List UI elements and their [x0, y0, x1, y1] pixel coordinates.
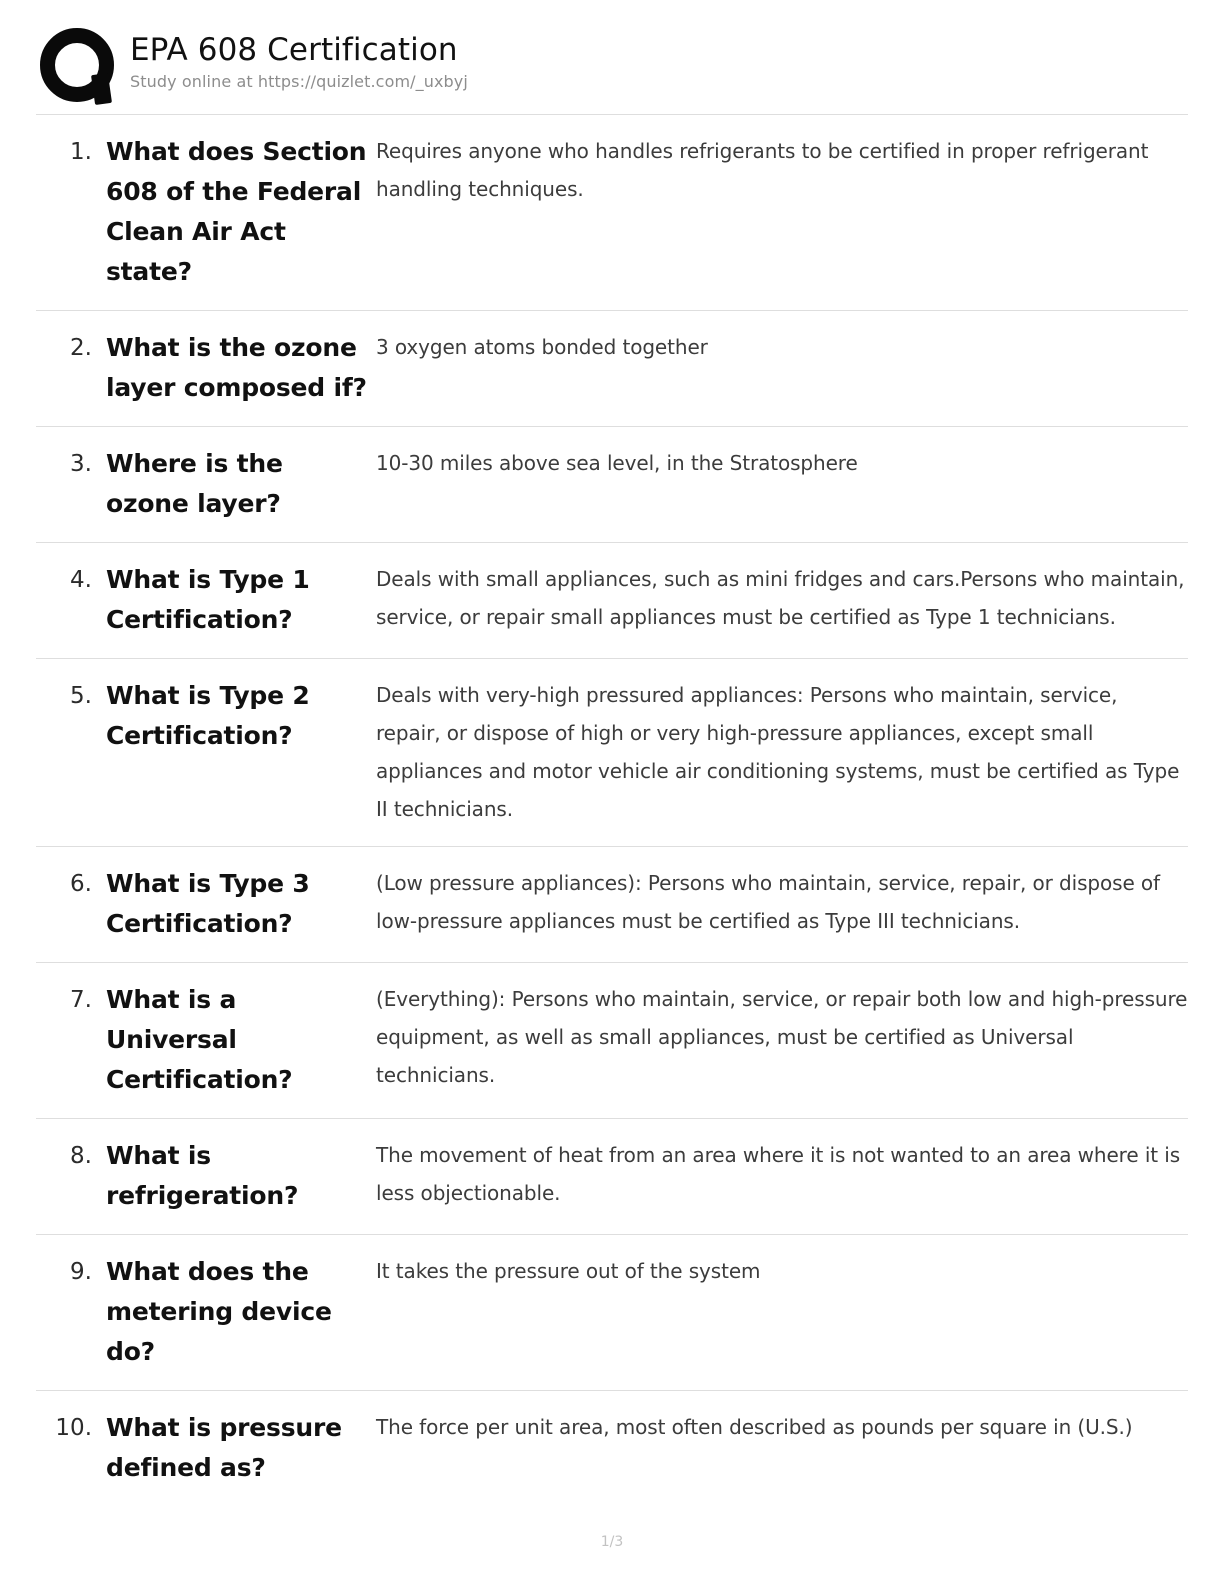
table-row — [36, 1390, 1188, 1506]
table-row — [36, 1118, 1188, 1234]
table-row — [36, 426, 1188, 542]
row-number: 7. — [70, 987, 92, 1013]
row-definition: (Everything): Persons who maintain, service, or repair both low and high-pressure equipment, as well as small appliances, must be certified as Universal technicians. — [376, 987, 1188, 1087]
row-number: 4. — [70, 567, 92, 593]
row-number: 6. — [70, 871, 92, 897]
row-term: What is a Universal Certification? — [106, 985, 293, 1094]
row-term: What is Type 3 Certification? — [106, 869, 310, 938]
table-row — [36, 658, 1188, 846]
table-row — [36, 310, 1188, 426]
row-definition: 10-30 miles above sea level, in the Stratosphere — [376, 451, 858, 475]
row-definition: 3 oxygen atoms bonded together — [376, 335, 708, 359]
table-row — [36, 114, 1188, 310]
header-text-block — [130, 26, 468, 93]
table-row — [36, 962, 1188, 1118]
row-term: What is refrigeration? — [106, 1141, 299, 1210]
row-term: What is pressure defined as? — [106, 1413, 342, 1482]
row-number: 2. — [70, 335, 92, 361]
quizlet-q-logo-icon — [40, 28, 114, 102]
row-definition: (Low pressure appliances): Persons who maintain, service, repair, or dispose of low-pressure appliances must be certified as Type III technicians. — [376, 871, 1160, 933]
term-definition-list — [36, 114, 1188, 1506]
row-term: What is the ozone layer composed if? — [106, 333, 367, 402]
row-number: 1. — [70, 139, 92, 165]
page-title: EPA 608 Certification — [130, 32, 458, 68]
row-definition: Deals with small appliances, such as mini fridges and cars.Persons who maintain, service, or repair small appliances must be certified as Type 1 technicians. — [376, 567, 1185, 629]
table-row — [36, 1234, 1188, 1390]
row-number: 3. — [70, 451, 92, 477]
row-term: What is Type 1 Certification? — [106, 565, 310, 634]
row-number: 9. — [70, 1259, 92, 1285]
row-term: Where is the ozone layer? — [106, 449, 283, 518]
table-row — [36, 846, 1188, 962]
document-header — [36, 26, 1188, 112]
row-term: What does Section 608 of the Federal Clean Air Act state? — [106, 137, 367, 286]
row-definition: Requires anyone who handles refrigerants to be certified in proper refrigerant handling techniques. — [376, 139, 1149, 201]
row-term: What does the metering device do? — [106, 1257, 332, 1366]
row-number: 10. — [55, 1415, 92, 1441]
row-number: 5. — [70, 683, 92, 709]
row-definition: The movement of heat from an area where it is not wanted to an area where it is less objectionable. — [376, 1143, 1181, 1205]
page-number-footer: 1/3 — [600, 1534, 624, 1550]
row-term: What is Type 2 Certification? — [106, 681, 310, 750]
row-definition: Deals with very-high pressured appliances: Persons who maintain, service, repair, or dispose of high or very high-pressure appliances, except small appliances and motor vehicle air conditioning systems, must be certified as Type II technicians. — [376, 683, 1180, 821]
row-number: 8. — [70, 1143, 92, 1169]
table-row — [36, 542, 1188, 658]
row-definition: It takes the pressure out of the system — [376, 1259, 761, 1283]
row-definition: The force per unit area, most often described as pounds per square in (U.S.) — [376, 1415, 1133, 1439]
study-url-subtitle: Study online at https://quizlet.com/_uxbyj — [130, 72, 468, 91]
